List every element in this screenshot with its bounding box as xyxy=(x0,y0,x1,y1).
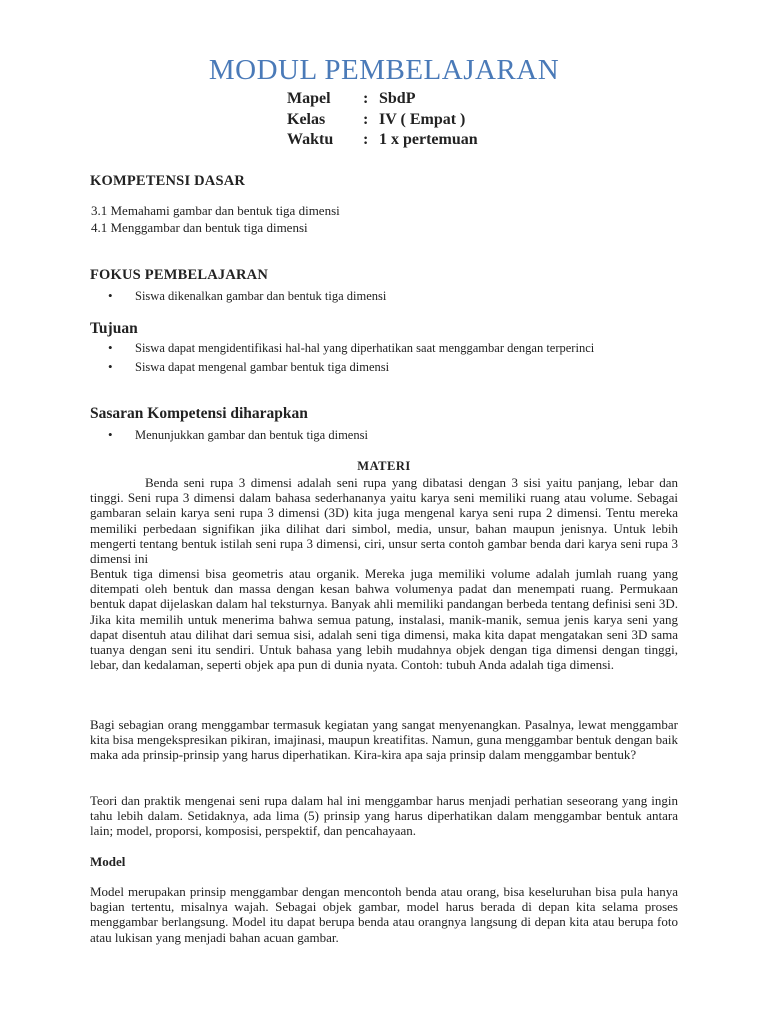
list-item: • Siswa dapat mengidentifikasi hal-hal yang diperhatikan saat menggambar dengan terperinci xyxy=(135,340,690,356)
meta-block xyxy=(287,90,478,152)
meta-value: 1 x pertemuan xyxy=(379,131,478,148)
list-item: • Menunjukkan gambar dan bentuk tiga dimensi xyxy=(135,427,690,443)
kompetensi-list xyxy=(91,202,340,236)
fokus-list xyxy=(90,288,690,307)
materi-paragraph-2: Bentuk tiga dimensi bisa geometris atau organik. Mereka juga memiliki volume adalah jumlah ruang yang ditempati oleh bentuk dan massa dengan kesan bahwa volumenya padat dan menempati ruang. Permukaan bentuk dapat dijelaskan dalam hal teksturnya. Banyak ahli memiliki pandangan berbeda tentang definisi seni 3D. Jika kita memilih untuk menerima bahwa semua patung, instalasi, manik-manik, semua jenis karya seni yang dapat disentuh atau dilihat dari semua sisi, adalah seni tiga dimensi, maka kita dapat mengatakan seni 3D sama tuanya dengan seni itu sendiri. Untuk bahasa yang lebih mudahnya objek dengan tiga dimensi dengan tinggi, lebar, dan kedalaman, seperti objek apa pun di dunia nyata. Contoh: tubuh Anda adalah tiga dimensi. xyxy=(90,566,678,673)
meta-row-kelas xyxy=(287,111,478,132)
meta-value: IV ( Empat ) xyxy=(379,110,466,128)
materi-paragraph-5: Model merupakan prinsip menggambar dengan mencontoh benda atau orang, bisa keseluruhan bisa pula hanya bagian tertentu, misalnya wajah. Sebagai objek gambar, model harus berada di depan kita selama proses menggambar berlangsung. Model itu dapat berupa benda atau orangnya langsung di depan kita atau berupa foto atau lukisan yang menjadi bahan acuan gambar. xyxy=(90,884,678,945)
document-title: MODUL PEMBELAJARAN xyxy=(208,54,560,86)
meta-sep: : xyxy=(363,90,369,107)
sasaran-heading: Sasaran Kompetensi diharapkan xyxy=(90,405,308,422)
tujuan-list xyxy=(90,340,690,378)
materi-paragraph-4: Teori dan praktik mengenai seni rupa dalam hal ini menggambar harus menjadi perhatian seseorang yang ingin tahu lebih dalam. Setidaknya, ada lima (5) prinsip yang harus diperhatikan dalam menggambar bentuk antara lain; model, proporsi, komposisi, perspektif, dan pencahayaan. xyxy=(90,793,678,839)
kompetensi-item: 3.1 Memahami gambar dan bentuk tiga dimensi xyxy=(91,203,340,218)
list-item: • Siswa dikenalkan gambar dan bentuk tiga dimensi xyxy=(135,288,690,304)
model-heading: Model xyxy=(90,854,126,869)
fokus-heading: FOKUS PEMBELAJARAN xyxy=(90,267,269,283)
materi-paragraph-3: Bagi sebagian orang menggambar termasuk kegiatan yang sangat menyenangkan. Pasalnya, lewat menggambar kita bisa mengekspresikan pikiran, imajinasi, maupun kreatifitas. Namun, guna menggambar bentuk dengan baik maka ada prinsip-prinsip yang harus diperhatikan. Kira-kira apa saja prinsip dalam menggambar bentuk? xyxy=(90,717,678,763)
kompetensi-heading: KOMPETENSI DASAR xyxy=(90,173,246,189)
meta-sep: : xyxy=(363,131,369,148)
list-item: • Siswa dapat mengenal gambar bentuk tiga dimensi xyxy=(135,359,690,375)
meta-row-mapel xyxy=(287,90,478,111)
sasaran-list xyxy=(90,427,690,446)
meta-row-waktu xyxy=(287,131,478,152)
meta-sep: : xyxy=(363,110,369,128)
tujuan-heading: Tujuan xyxy=(90,320,138,337)
meta-key: Waktu xyxy=(287,131,334,148)
kompetensi-item: 4.1 Menggambar dan bentuk tiga dimensi xyxy=(91,220,308,235)
materi-heading: MATERI xyxy=(357,459,411,473)
meta-value: SbdP xyxy=(379,90,416,107)
materi-paragraph-1: Benda seni rupa 3 dimensi adalah seni rupa yang dibatasi dengan 3 sisi yaitu panjang, lebar dan tinggi. Seni rupa 3 dimensi dalam bahasa sederhananya yaitu karya seni memiliki ruang atau volume. Sebagai gambaran selain karya seni rupa 3 dimensi (3D) kita juga mengenal karya seni rupa 2 dimensi. Tentu mereka memiliki perbedaan signifikan jika dilihat dari simbol, media, unsur, bahan maupun jenisnya. Untuk lebih mengerti tentang bentuk istilah seni rupa 3 dimensi, ciri, unsur serta contoh gambar benda dari karya seni rupa 3 dimensi ini xyxy=(90,475,678,567)
meta-key: Mapel xyxy=(287,90,331,107)
meta-key: Kelas xyxy=(287,110,326,128)
